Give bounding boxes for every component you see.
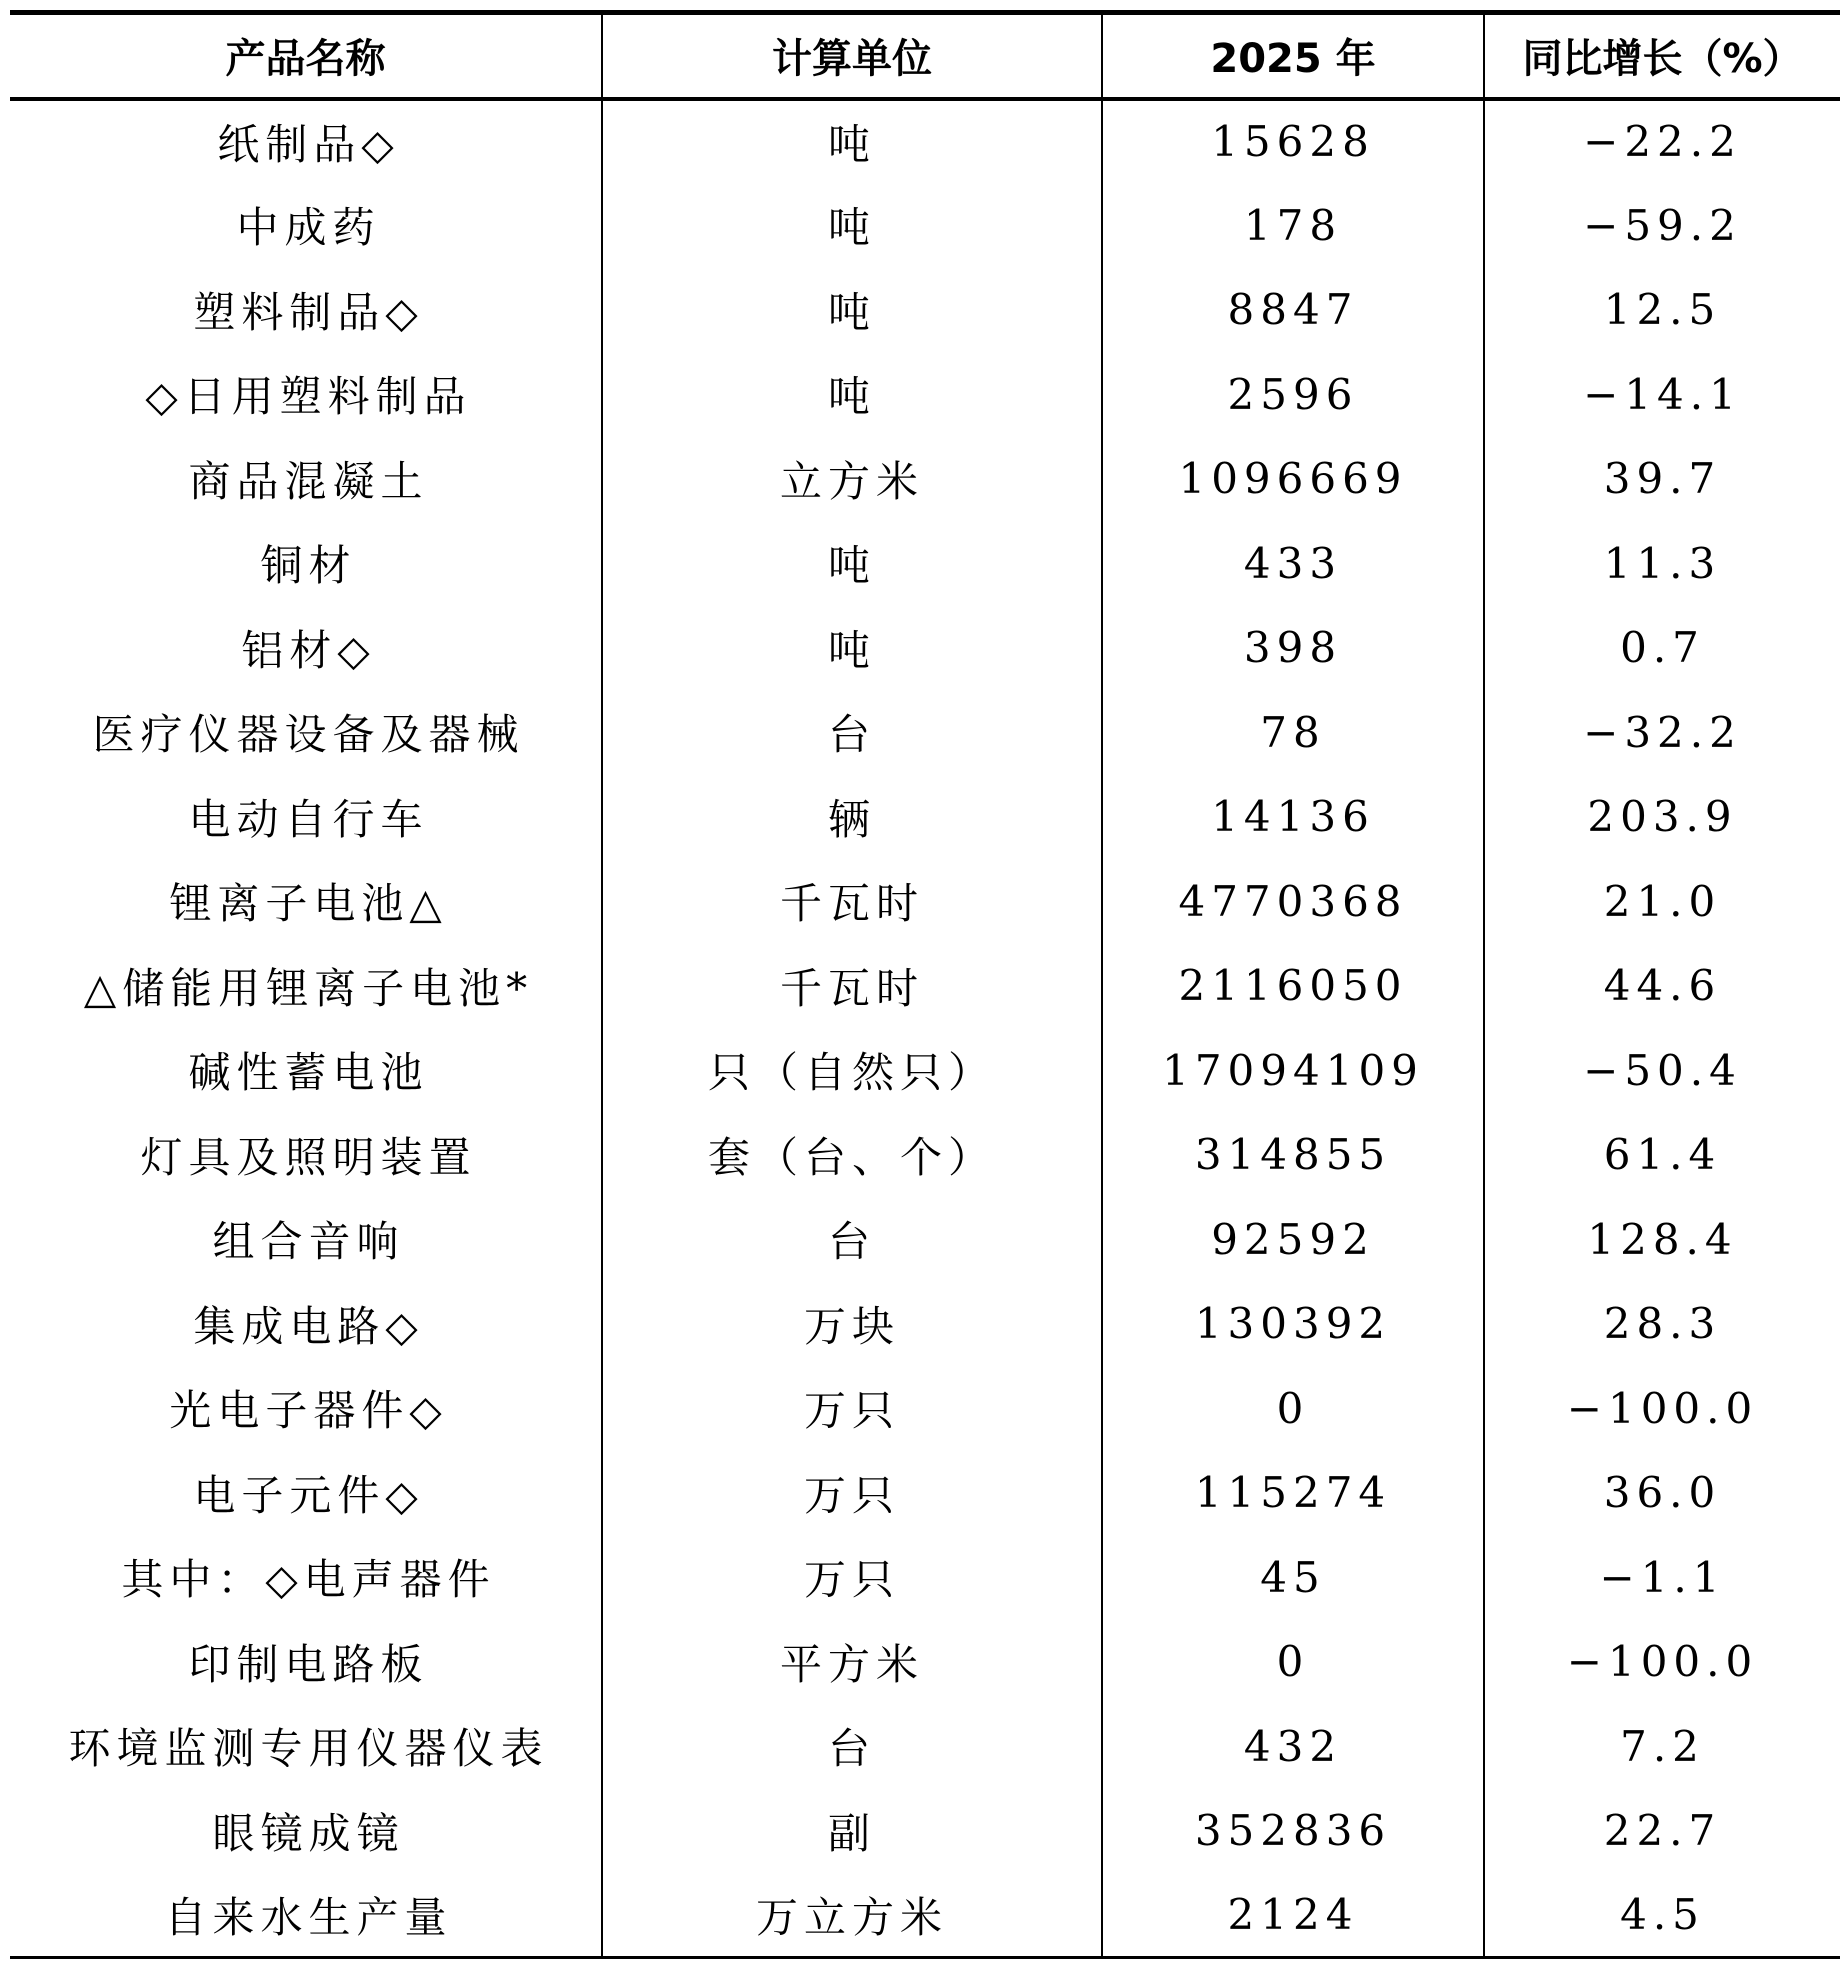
product-name-cell: 眼镜成镜: [212, 1808, 405, 1858]
value-2025-cell: 0: [1102, 1366, 1484, 1451]
table-row: [10, 1451, 1840, 1536]
product-name-cell: 印制电路板: [188, 1639, 429, 1689]
value-2025-cell: 45: [1102, 1535, 1484, 1620]
unit-cell: 吨: [602, 352, 1102, 437]
table-row: [10, 775, 1840, 860]
value-2025-cell: 4770368: [1102, 859, 1484, 944]
unit-cell: 吨: [602, 268, 1102, 353]
growth-cell: −22.2: [1484, 99, 1840, 184]
value-2025-cell: 17094109: [1102, 1028, 1484, 1113]
product-name-cell: 环境监测专用仪器仪表: [68, 1724, 549, 1774]
table-row: [10, 1789, 1840, 1874]
unit-cell: 台: [602, 690, 1102, 775]
growth-cell: 4.5: [1484, 1873, 1840, 1958]
table-row: [10, 690, 1840, 775]
product-name-cell: 塑料制品◇: [193, 287, 424, 337]
table-row: [10, 944, 1840, 1029]
table-row: [10, 1197, 1840, 1282]
value-2025-cell: 115274: [1102, 1451, 1484, 1536]
value-2025-cell: 2124: [1102, 1873, 1484, 1958]
product-name-cell: 锂离子电池△: [169, 879, 448, 929]
growth-cell: −32.2: [1484, 690, 1840, 775]
growth-cell: 11.3: [1484, 521, 1840, 606]
unit-cell: 吨: [602, 99, 1102, 184]
product-name-cell: 光电子器件◇: [169, 1386, 448, 1436]
unit-cell: 套（台、个）: [602, 1113, 1102, 1198]
growth-cell: 28.3: [1484, 1282, 1840, 1367]
unit-cell: 吨: [602, 183, 1102, 268]
value-2025-cell: 398: [1102, 606, 1484, 691]
product-name-cell: △储能用锂离子电池*: [83, 963, 534, 1013]
header-year: 2025 年: [1102, 13, 1484, 99]
product-output-table-container: [10, 10, 1840, 1960]
table-row: [10, 268, 1840, 353]
product-name-cell: 商品混凝土: [188, 456, 429, 506]
header-unit: 计算单位: [602, 13, 1102, 99]
value-2025-cell: 2596: [1102, 352, 1484, 437]
unit-cell: 平方米: [602, 1620, 1102, 1705]
value-2025-cell: 433: [1102, 521, 1484, 606]
table-row: [10, 1028, 1840, 1113]
unit-cell: 千瓦时: [602, 859, 1102, 944]
table-row: [10, 99, 1840, 184]
table-row: [10, 859, 1840, 944]
product-name-cell: 自来水生产量: [10, 1873, 602, 1958]
growth-cell: 12.5: [1484, 268, 1840, 353]
growth-cell: −50.4: [1484, 1028, 1840, 1113]
value-2025-cell: 8847: [1102, 268, 1484, 353]
header-growth: 同比增长（%）: [1484, 13, 1840, 99]
unit-cell: 台: [602, 1704, 1102, 1789]
table-row: [10, 606, 1840, 691]
product-name-cell: 其中：◇电声器件: [121, 1555, 496, 1605]
product-output-table: [10, 10, 1840, 1959]
table-row: [10, 1282, 1840, 1367]
table-row: [10, 1366, 1840, 1451]
growth-cell: 128.4: [1484, 1197, 1840, 1282]
growth-cell: −100.0: [1484, 1366, 1840, 1451]
table-row: [10, 1535, 1840, 1620]
table-row: [10, 183, 1840, 268]
unit-cell: 吨: [602, 521, 1102, 606]
value-2025-cell: 432: [1102, 1704, 1484, 1789]
unit-cell: 万块: [602, 1282, 1102, 1367]
value-2025-cell: 2116050: [1102, 944, 1484, 1029]
product-name-cell: 电动自行车: [188, 794, 429, 844]
value-2025-cell: 78: [1102, 690, 1484, 775]
header-product-name: 产品名称: [10, 13, 602, 99]
value-2025-cell: 1096669: [1102, 437, 1484, 522]
product-name-cell: 铝材◇: [241, 625, 376, 675]
growth-cell: −14.1: [1484, 352, 1840, 437]
product-name-cell: 铜材: [260, 541, 357, 591]
table-row: [10, 352, 1840, 437]
growth-cell: 21.0: [1484, 859, 1840, 944]
growth-cell: 36.0: [1484, 1451, 1840, 1536]
value-2025-cell: 130392: [1102, 1282, 1484, 1367]
product-name-cell: ◇日用塑料制品: [145, 372, 472, 422]
value-2025-cell: 352836: [1102, 1789, 1484, 1874]
growth-cell: 203.9: [1484, 775, 1840, 860]
table-row: [10, 521, 1840, 606]
product-name-cell: 纸制品◇: [217, 119, 400, 169]
table-header: [10, 13, 1840, 99]
unit-cell: 立方米: [602, 437, 1102, 522]
growth-cell: 61.4: [1484, 1113, 1840, 1198]
product-name-cell: 集成电路◇: [193, 1301, 424, 1351]
table-row: [10, 437, 1840, 522]
value-2025-cell: 178: [1102, 183, 1484, 268]
growth-cell: −59.2: [1484, 183, 1840, 268]
value-2025-cell: 0: [1102, 1620, 1484, 1705]
product-name-cell: 碱性蓄电池: [188, 1048, 429, 1098]
unit-cell: 副: [602, 1789, 1102, 1874]
unit-cell: 万只: [602, 1366, 1102, 1451]
unit-cell: 辆: [602, 775, 1102, 860]
unit-cell: 吨: [602, 606, 1102, 691]
product-name-cell: 中成药: [236, 203, 381, 253]
growth-cell: 44.6: [1484, 944, 1840, 1029]
value-2025-cell: 15628: [1102, 99, 1484, 184]
table-body: [10, 99, 1840, 1958]
product-name-cell: 组合音响: [212, 1217, 405, 1267]
table-row: [10, 1873, 1840, 1958]
product-name-cell: 医疗仪器设备及器械: [92, 710, 525, 760]
product-name-cell: 电子元件◇: [193, 1470, 424, 1520]
growth-cell: −1.1: [1484, 1535, 1840, 1620]
table-row: [10, 1620, 1840, 1705]
unit-cell: 万立方米: [602, 1873, 1102, 1958]
header-row: [10, 13, 1840, 99]
table-row: [10, 1113, 1840, 1198]
growth-cell: −100.0: [1484, 1620, 1840, 1705]
unit-cell: 万只: [602, 1451, 1102, 1536]
unit-cell: 千瓦时: [602, 944, 1102, 1029]
product-name-cell: 灯具及照明装置: [140, 1132, 477, 1182]
growth-cell: 7.2: [1484, 1704, 1840, 1789]
value-2025-cell: 14136: [1102, 775, 1484, 860]
unit-cell: 只（自然只）: [602, 1028, 1102, 1113]
unit-cell: 万只: [602, 1535, 1102, 1620]
growth-cell: 39.7: [1484, 437, 1840, 522]
value-2025-cell: 314855: [1102, 1113, 1484, 1198]
growth-cell: 0.7: [1484, 606, 1840, 691]
table-row: [10, 1704, 1840, 1789]
growth-cell: 22.7: [1484, 1789, 1840, 1874]
value-2025-cell: 92592: [1102, 1197, 1484, 1282]
unit-cell: 台: [602, 1197, 1102, 1282]
